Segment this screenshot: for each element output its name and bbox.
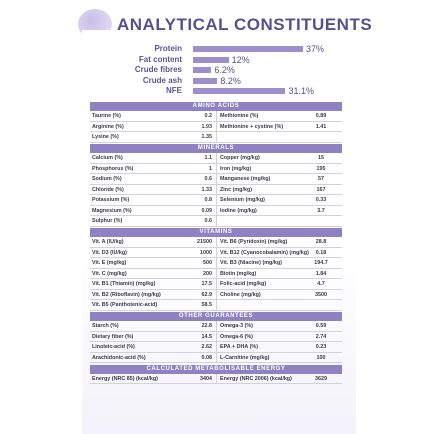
table-row — [90, 300, 342, 311]
section-table — [90, 153, 342, 227]
constituent-row — [90, 65, 370, 75]
nutrient-value: 22.8 — [201, 323, 212, 329]
table-row — [90, 206, 342, 217]
table-row — [90, 111, 342, 122]
nutrient-label: Manganese (mg/kg) — [220, 176, 271, 182]
nutrient-value: 62.9 — [201, 291, 212, 298]
constituent-bar — [193, 78, 217, 84]
nutrient-label: Vit. B2 (Riboflavin) (mg/kg) — [92, 291, 161, 298]
nutrient-label: Folic-acid (mg/kg) — [220, 281, 267, 287]
constituent-value: 31.1% — [288, 86, 314, 96]
table-row — [90, 248, 342, 259]
nutrient-label: Omega-3 (%) — [220, 323, 253, 329]
nutrient-label: Energy (NRC 85) (kcal/kg) — [92, 375, 158, 382]
table-row — [90, 279, 342, 290]
nutrient-label: Taurine (%) — [92, 113, 121, 119]
nutrient-value: 1.41 — [315, 123, 327, 130]
nutrient-value: 0.23 — [315, 344, 327, 350]
nutrient-label: Omega-6 (%) — [220, 333, 253, 340]
nutrient-value: 1 — [209, 165, 212, 172]
nutrient-label: Linoleic-acid (%) — [92, 344, 135, 350]
nutrient-label: Iron (mg/kg) — [220, 165, 252, 172]
nutrient-value: 0.08 — [201, 354, 212, 361]
nutrient-label: Iodine (mg/kg) — [220, 207, 257, 214]
table-row — [90, 216, 342, 227]
nutrient-label: Choline (mg/kg) — [220, 291, 261, 298]
nutrient-label: Vit. A (IU/kg) — [92, 239, 124, 245]
nutrient-label: Vit. B5 (Panthotenic-acid) — [92, 302, 158, 308]
nutrient-value: 1.33 — [201, 186, 212, 193]
constituent-label: Fat content — [138, 54, 182, 64]
nutrient-label: Starch (%) — [92, 323, 119, 329]
nutrient-value: 1.1 — [204, 155, 212, 161]
nutrient-value: 3500 — [315, 291, 327, 298]
nutrient-value: 14.5 — [201, 333, 212, 340]
section-heading: MINERALS — [90, 144, 342, 153]
nutrient-value: 1.35 — [201, 134, 212, 140]
nutrient-value: 21500 — [197, 239, 212, 245]
nutrient-label: Calcium (%) — [92, 155, 123, 161]
nutrient-value: 2.74 — [315, 333, 327, 340]
constituent-bar — [193, 88, 285, 94]
nutrient-value: 0.09 — [201, 207, 212, 214]
nutrient-value: 4.7 — [317, 281, 325, 287]
nutrient-label: Methionine + cystine (%) — [220, 123, 284, 130]
section-heading: VITAMINS — [90, 228, 342, 237]
table-row — [90, 374, 342, 385]
table-row — [90, 195, 342, 206]
nutrient-value: 195 — [316, 165, 326, 172]
nutrient-label: Energy (NRC 2006) (kcal/kg) — [220, 375, 292, 382]
nutrient-label: Arginine (%) — [92, 123, 124, 130]
nutrient-label: Chloride (%) — [92, 186, 124, 193]
table-row — [90, 332, 342, 343]
nutrient-value: 3404 — [200, 375, 212, 382]
page-title: ANALYTICAL CONSTITUENTS — [117, 15, 373, 34]
constituent-row — [90, 44, 370, 54]
section-heading: CALCULATED METABOLISABLE ENERGY — [90, 365, 342, 374]
table-row — [90, 342, 342, 353]
nutrient-value: 100 — [316, 354, 326, 361]
nutrient-label: Biotin (mg/kg) — [220, 270, 257, 277]
nutrient-label: Arachidonic-acid (%) — [92, 354, 146, 361]
constituent-bar — [193, 67, 211, 73]
nutrient-value: 0.89 — [315, 113, 327, 119]
constituent-value: 6.2% — [214, 65, 235, 75]
nutrient-label: Phosphorus (%) — [92, 165, 134, 172]
constituent-row — [90, 76, 370, 86]
nutrient-value: 17.5 — [201, 281, 212, 287]
nutrient-value: 0.2 — [204, 113, 212, 119]
nutrient-value: 1.93 — [201, 123, 212, 130]
nutrient-value: 0.8 — [204, 197, 212, 203]
nutrient-value: 0.33 — [315, 197, 327, 203]
nutrient-label: Vit. B1 (Thiamin) (mg/kg) — [92, 281, 156, 287]
nutrient-label: Sulphur (%) — [92, 218, 123, 224]
nutrient-label: Sodium (%) — [92, 176, 122, 182]
table-row — [90, 122, 342, 133]
nutrient-label: Vit. B12 (Cyanocobalamin) (mg/kg) — [220, 249, 309, 256]
nutrient-value: 0.6 — [204, 218, 212, 224]
constituent-bar — [193, 57, 229, 63]
nutrient-value: 3.7 — [317, 207, 325, 214]
nutrient-label: Zinc (mg/kg) — [220, 186, 253, 193]
nutrient-label: Dietary fiber (%) — [92, 333, 134, 340]
table-row — [90, 153, 342, 164]
nutrient-value: 194.7 — [314, 260, 328, 266]
nutrient-value: 0.18 — [315, 249, 327, 256]
nutrient-value: 200 — [203, 270, 212, 277]
table-row — [90, 164, 342, 175]
table-row — [90, 237, 342, 248]
constituent-label: Protein — [154, 44, 182, 53]
nutrient-label: Vit. D3 (IU/kg) — [92, 249, 127, 256]
nutrient-label: Selenium (mg/kg) — [220, 197, 265, 203]
constituent-value: 8.2% — [220, 75, 241, 86]
nutrient-value: 3629 — [315, 375, 327, 382]
nutrient-value: 2.62 — [201, 344, 212, 350]
constituent-label: NFE — [166, 86, 182, 95]
constituent-row — [90, 55, 370, 65]
constituent-value: 37% — [306, 44, 325, 54]
nutrient-value: 28.8 — [315, 239, 327, 245]
nutrient-label: Vit. B6 (Pyridoxin) (mg/kg) — [220, 239, 288, 245]
nutrient-value: 0.59 — [315, 323, 327, 329]
nutrient-value: 1000 — [200, 249, 212, 256]
table-row — [90, 132, 342, 143]
nutrient-value: 500 — [203, 260, 212, 266]
section-table — [90, 374, 342, 385]
constituent-label: Crude ash — [142, 75, 182, 85]
nutrient-label: Vit. C (mg/kg) — [92, 270, 127, 277]
section-table — [90, 237, 342, 311]
table-row — [90, 185, 342, 196]
constituent-bar — [193, 46, 303, 52]
nutrient-label: Methionine (%) — [220, 113, 259, 119]
table-row — [90, 269, 342, 280]
nutrient-value: 167 — [316, 186, 326, 193]
nutrient-label: Magnesium (%) — [92, 207, 132, 214]
nutrient-value: 15 — [318, 155, 324, 161]
nutrient-label: Potassium (%) — [92, 197, 130, 203]
section-heading: OTHER GUARANTEES — [90, 312, 342, 321]
table-row — [90, 174, 342, 185]
table-row — [90, 290, 342, 301]
table-row — [90, 258, 342, 269]
nutrient-label: Vit. E (mg/kg) — [92, 260, 127, 266]
nutrient-label: Lysine (%) — [92, 134, 119, 140]
constituent-label: Crude fibres — [134, 65, 182, 74]
table-row — [90, 321, 342, 332]
nutrient-value: 57 — [318, 176, 324, 182]
table-row — [90, 353, 342, 364]
constituent-row — [90, 86, 370, 96]
nutrient-value: 0.6 — [204, 176, 212, 182]
nutrient-value: 1.84 — [315, 270, 327, 277]
constituent-value: 12% — [231, 54, 250, 65]
nutrient-label: Vit. B3 (Niacine) (mg/kg) — [220, 260, 282, 266]
nutrient-label: EPA + DHA (%) — [220, 344, 258, 350]
nutrient-value: 58.5 — [201, 302, 212, 308]
section-heading: AMINO ACIDS — [90, 102, 342, 111]
section-table — [90, 111, 342, 143]
nutrient-label: Copper (mg/kg) — [220, 155, 260, 161]
section-table — [90, 321, 342, 363]
nutrient-label: L-Carnitine (mg/kg) — [220, 354, 270, 361]
